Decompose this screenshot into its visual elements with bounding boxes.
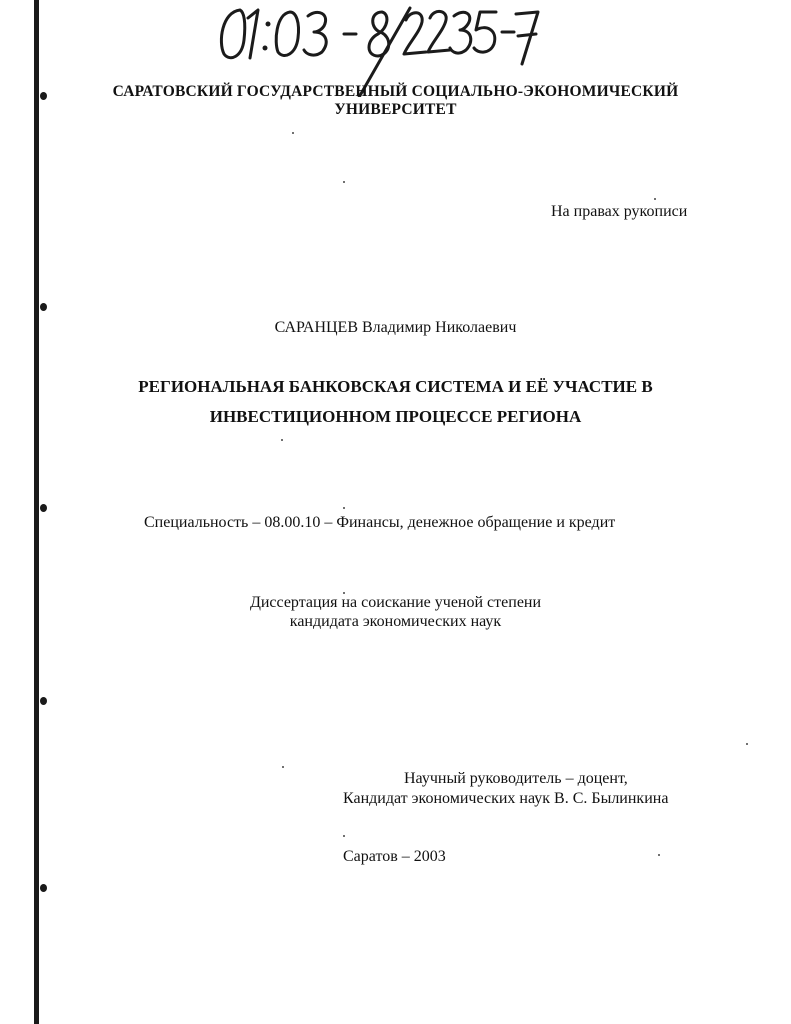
dissertation-title-line1: РЕГИОНАЛЬНАЯ БАНКОВСКАЯ СИСТЕМА И ЕЁ УЧАСТИЕ В [138,377,653,396]
scan-speck [343,507,345,509]
scan-speck [343,835,345,837]
university-name-line1: САРАТОВСКИЙ ГОСУДАРСТВЕННЫЙ СОЦИАЛЬНО-ЭКОНОМИЧЕСКИЙ [112,83,679,100]
scan-speck [343,181,345,183]
scan-speck [746,743,748,745]
city-year: Саратов – 2003 [343,848,446,865]
scan-speck [292,132,294,134]
punch-hole-mark [40,884,47,892]
specialty-line: Специальность – 08.00.10 – Финансы, денежное обращение и кредит [144,514,616,531]
scan-speck [654,198,656,200]
scan-speck [343,592,345,594]
punch-hole-mark [40,697,47,705]
university-name-line2: УНИВЕРСИТЕТ [334,101,457,118]
dissertation-title-line2: ИНВЕСТИЦИОННОМ ПРОЦЕССЕ РЕГИОНА [209,407,582,426]
punch-hole-mark [40,303,47,311]
author-name: САРАНЦЕВ Владимир Николаевич [274,319,517,336]
advisor-line2: Кандидат экономических наук В. С. Былинкина [343,790,669,807]
degree-line2: кандидата экономических наук [289,613,502,630]
scan-binding-edge [34,0,39,1024]
punch-hole-mark [40,504,47,512]
advisor-line1: Научный руководитель – доцент, [404,770,628,787]
scan-speck [282,766,284,768]
degree-line1: Диссертация на соискание ученой степени [249,594,542,611]
scan-speck [658,854,660,856]
scan-speck [281,439,283,441]
rights-note: На правах рукописи [551,203,688,220]
